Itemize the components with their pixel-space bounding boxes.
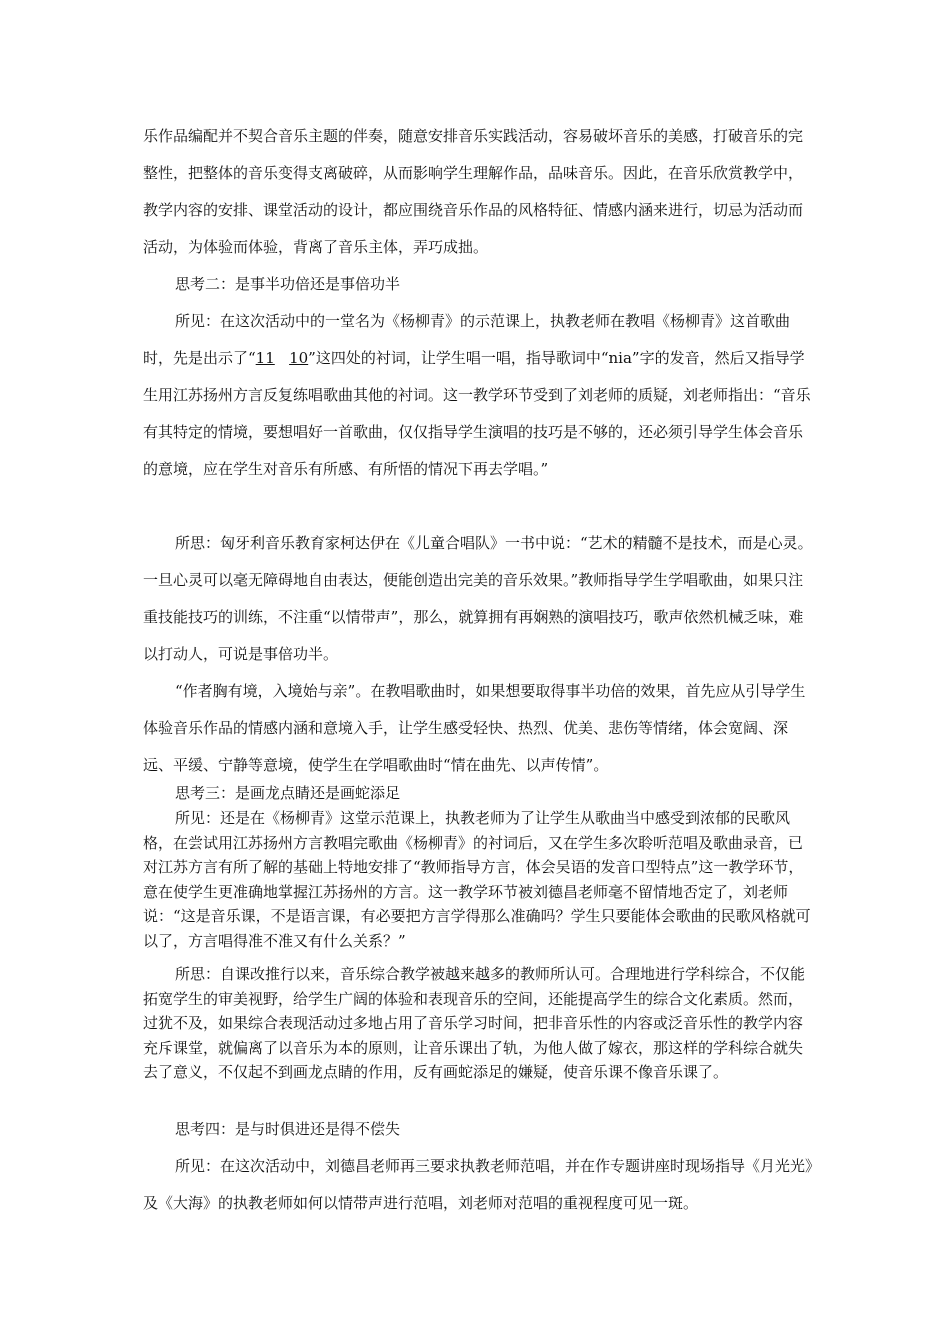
heading-reflection-three: 思考三：是画龙点睛还是画蛇添足 — [175, 784, 401, 802]
notation-11: 11 — [255, 349, 275, 367]
paragraph-observation-dialect: 所见：还是在《杨柳青》这堂示范课上，执教老师为了让学生从歌曲当中感受到浓郁的民歌风格，在尝试用江苏扬州方言教唱完歌曲《杨柳青》的衬词后，又在学生多次聆听范唱及歌曲录音，已对江苏方言有所了解的基础上特地安排了“教师指导方言，体会吴语的发音口型特点”这一教学环节，意在使学生更准确地掌握江苏扬州的方言。这一教学环节被刘德昌老师毫不留情地否定了，刘老师说：“这是音乐课，不是语言课，有必要把方言学得那么准确吗？学生只要能体会歌曲的民歌风格就可以了，方言唱得准不准又有什么关系？” — [143, 809, 811, 950]
notation-10: 10 — [289, 349, 309, 367]
paragraph-observation-yangliuqing — [143, 303, 815, 488]
heading-reflection-four: 思考四：是与时俱进还是得不偿失 — [175, 1120, 401, 1138]
paragraph-reflection-integration: 所思：自课改推行以来，音乐综合教学被越来越多的教师所认可。合理地进行学科综合，不仅能拓宽学生的审美视野，给学生广阔的体验和表现音乐的空间，还能提高学生的综合文化素质。然而，过犹不及，如果综合表现活动过多地占用了音乐学习时间，把非音乐性的内容或泛音乐性的教学内容充斥课堂，就偏离了以音乐为本的原则，让音乐课出了轨，为他人做了嫁衣，那这样的学科综合就失去了意义，不仅起不到画龙点睛的作用，反有画蛇添足的嫌疑，使音乐课不像音乐课了。 — [143, 965, 806, 1081]
paragraph-reflection-kodaly: 所思：匈牙利音乐教育家柯达伊在《儿童合唱队》一书中说：“艺术的精髓不是技术，而是心灵。一旦心灵可以毫无障碍地自由表达，便能创造出完美的音乐效果。”教师指导学生学唱歌曲，如果只注重技能技巧的训练，不注重“以情带声”，那么，就算拥有再娴熟的演唱技巧，歌声依然机械乏味，难以打动人，可说是事倍功半。 — [143, 534, 813, 663]
paragraph-observation-model-singing: 所见：在这次活动中，刘德昌老师再三要求执教老师范唱，并在作专题讲座时现场指导《月光光》及《大海》的执教老师如何以情带声进行范唱，刘老师对范唱的重视程度可见一斑。 — [143, 1157, 813, 1212]
paragraph-music-integrity: 乐作品编配并不契合音乐主题的伴奏，随意安排音乐实践活动，容易破坏音乐的美感，打破音乐的完整性，把整体的音乐变得支离破碎，从而影响学生理解作品，品味音乐。因此，在音乐欣赏教学中，教学内容的安排、课堂活动的设计，都应围绕音乐作品的风格特征、情感内涵来进行，切忌为活动而活动，为体验而体验，背离了音乐主体，弄巧成拙。 — [143, 127, 804, 256]
observation-text-end: ”这四处的衬词，让学生唱一唱，指导歌词中“nia”字的发音，然后又指导学生用江苏扬州方言反复练唱歌曲其他的衬词。这一教学环节受到了刘老师的质疑，刘老师指出：“音乐有其特定的情境，要想唱好一首歌曲，仅仅指导学生演唱的技巧是不够的，还必须引导学生体会音乐的意境，应在学生对音乐有所感、有所悟的情况下再去学唱。” — [143, 349, 811, 478]
paragraph-artistic-conception: “作者胸有境，入境始与亲”。在教唱歌曲时，如果想要取得事半功倍的效果，首先应从引导学生体验音乐作品的情感内涵和意境入手，让学生感受轻快、热烈、优美、悲伤等情绪，体会宽阔、深远、平缓、宁静等意境，使学生在学唱歌曲时“情在曲先、以声传情”。 — [143, 682, 806, 774]
observation-text-start: 所见：在这次活动中的一堂名为《杨柳青》的示范课上，执教老师在教唱《杨柳青》这首歌曲时，先是出示了“ — [143, 312, 791, 367]
heading-reflection-two: 思考二：是事半功倍还是事倍功半 — [175, 275, 401, 293]
